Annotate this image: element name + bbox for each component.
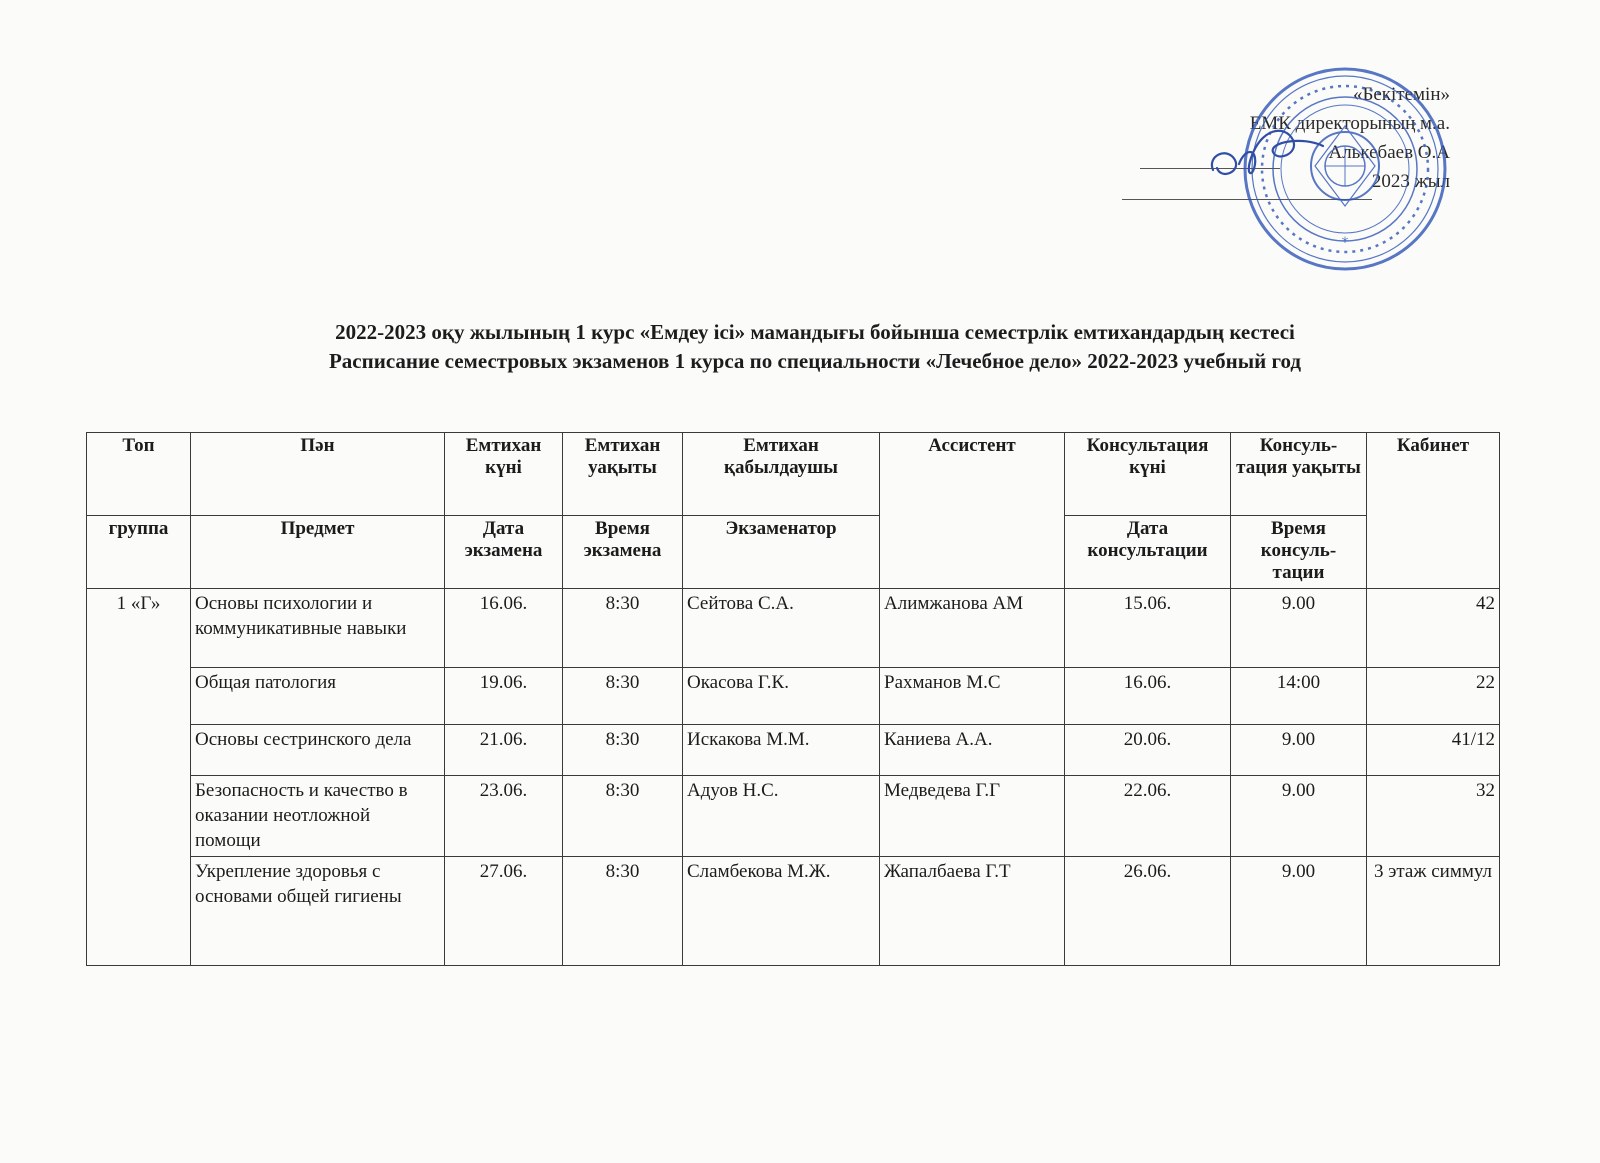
- header-group-ru: группа: [87, 516, 191, 589]
- header-cabinet: Кабинет: [1367, 433, 1500, 589]
- subject-cell: Основы психологии и коммуникативные навыки: [191, 589, 445, 668]
- group-cell: 1 «Г»: [87, 589, 191, 966]
- table-row: [87, 725, 1500, 776]
- assistant-cell: Жапалбаева Г.Т: [880, 857, 1065, 966]
- signature-icon: [1205, 118, 1345, 198]
- table-row: [87, 776, 1500, 857]
- exam-date-cell: 19.06.: [445, 668, 563, 725]
- approval-name: Алькебаев О.А: [1328, 142, 1450, 163]
- examiner-cell: Окасова Г.К.: [683, 668, 880, 725]
- exam-time-cell: 8:30: [563, 857, 683, 966]
- consult-time-cell: 9.00: [1231, 776, 1367, 857]
- header-consult-date-ru: Дата консультации: [1065, 516, 1231, 589]
- approval-title: «Бекітемін»: [1352, 84, 1450, 105]
- subject-cell: Укрепление здоровья с основами общей гигиены: [191, 857, 445, 966]
- exam-date-cell: 21.06.: [445, 725, 563, 776]
- consult-time-cell: 9.00: [1231, 589, 1367, 668]
- header-exam-date-kz: Емтихан күні: [445, 433, 563, 516]
- exam-date-cell: 16.06.: [445, 589, 563, 668]
- header-exam-time-kz: Емтихан уақыты: [563, 433, 683, 516]
- subject-cell: Основы сестринского дела: [191, 725, 445, 776]
- consult-date-cell: 22.06.: [1065, 776, 1231, 857]
- exam-time-cell: 8:30: [563, 589, 683, 668]
- examiner-cell: Сейтова С.А.: [683, 589, 880, 668]
- cabinet-cell: 3 этаж симмул: [1367, 857, 1500, 966]
- header-row-kazakh: [87, 433, 1500, 516]
- header-consult-time-kz: Консуль-тация уақыты: [1231, 433, 1367, 516]
- subject-cell: Безопасность и качество в оказании неотложной помощи: [191, 776, 445, 857]
- exam-date-cell: 27.06.: [445, 857, 563, 966]
- header-consult-time-ru: Время консуль-тации: [1231, 516, 1367, 589]
- consult-date-cell: 20.06.: [1065, 725, 1231, 776]
- approval-position: ЕМК директорының м.а.: [1249, 113, 1450, 134]
- examiner-cell: Искакова М.М.: [683, 725, 880, 776]
- header-examiner-kz: Емтихан қабылдаушы: [683, 433, 880, 516]
- consult-date-cell: 15.06.: [1065, 589, 1231, 668]
- header-exam-date-ru: Дата экзамена: [445, 516, 563, 589]
- exam-time-cell: 8:30: [563, 668, 683, 725]
- examiner-cell: Сламбекова М.Ж.: [683, 857, 880, 966]
- cabinet-cell: 22: [1367, 668, 1500, 725]
- document-titles: [0, 318, 1600, 376]
- header-subject-kz: Пән: [191, 433, 445, 516]
- assistant-cell: Рахманов М.С: [880, 668, 1065, 725]
- cabinet-cell: 41/12: [1367, 725, 1500, 776]
- assistant-cell: Медведева Г.Г: [880, 776, 1065, 857]
- cabinet-cell: 42: [1367, 589, 1500, 668]
- subject-cell: Общая патология: [191, 668, 445, 725]
- examiner-cell: Адуов Н.С.: [683, 776, 880, 857]
- table-row: [87, 589, 1500, 668]
- approval-year: 2023 жыл: [1371, 171, 1450, 192]
- header-exam-time-ru: Время экзамена: [563, 516, 683, 589]
- header-consult-date-kz: Консультация күні: [1065, 433, 1231, 516]
- exam-schedule-table: [86, 432, 1500, 966]
- title-russian: Расписание семестровых экзаменов 1 курса по специальности «Лечебное дело» 2022-2023 учебный год: [328, 349, 1302, 373]
- table-row: [87, 857, 1500, 966]
- consult-date-cell: 26.06.: [1065, 857, 1231, 966]
- assistant-cell: Алимжанова АМ: [880, 589, 1065, 668]
- assistant-cell: Каниева А.А.: [880, 725, 1065, 776]
- header-assistant: Ассистент: [880, 433, 1065, 589]
- consult-date-cell: 16.06.: [1065, 668, 1231, 725]
- svg-text:*: *: [1341, 235, 1349, 251]
- consult-time-cell: 14:00: [1231, 668, 1367, 725]
- header-subject-ru: Предмет: [191, 516, 445, 589]
- header-examiner-ru: Экзаменатор: [683, 516, 880, 589]
- exam-time-cell: 8:30: [563, 776, 683, 857]
- table-row: [87, 668, 1500, 725]
- consult-time-cell: 9.00: [1231, 725, 1367, 776]
- header-row-russian: [87, 516, 1500, 589]
- consult-time-cell: 9.00: [1231, 857, 1367, 966]
- title-kazakh: 2022-2023 оқу жылының 1 курс «Емдеу ісі» мамандығы бойынша семестрлік емтихандардың кестесі: [335, 320, 1295, 344]
- exam-time-cell: 8:30: [563, 725, 683, 776]
- header-group-kz: Топ: [87, 433, 191, 516]
- exam-date-cell: 23.06.: [445, 776, 563, 857]
- cabinet-cell: 32: [1367, 776, 1500, 857]
